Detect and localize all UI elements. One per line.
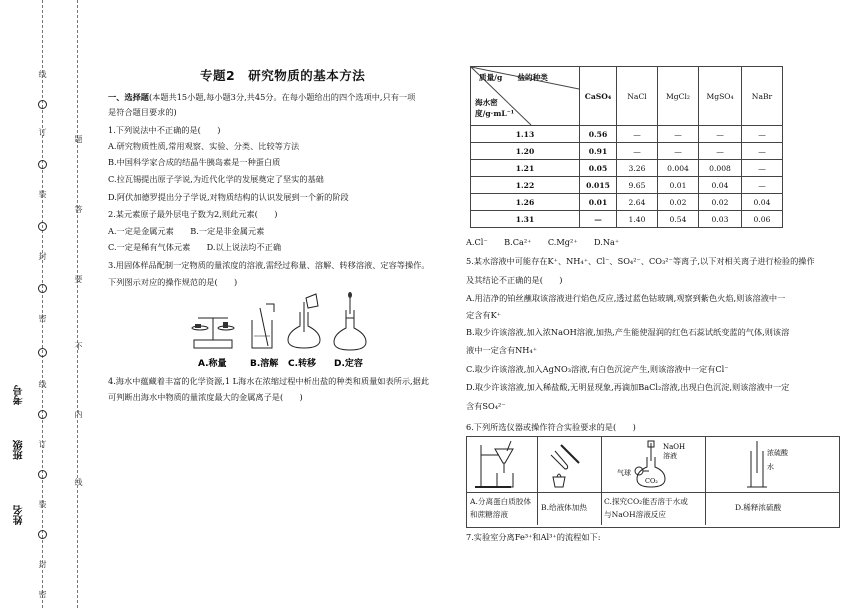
water-label: 水 <box>767 463 774 471</box>
class-label: 班级 <box>14 440 25 460</box>
margin-mark: 装 <box>38 190 47 198</box>
col-header: NaCl <box>617 67 658 126</box>
margin-mark: 订 <box>38 440 47 448</box>
cell: — <box>658 143 699 160</box>
question-3-stem: 3.用固体样品配制一定物质的量浓度的溶液,需经过称量、溶解、转移溶液、定容等操作。 <box>108 260 430 270</box>
option-c-caption-1: C.探究CO₂能否溶于水或 <box>604 497 688 506</box>
cell: — <box>699 143 742 160</box>
balance-icon <box>192 318 234 348</box>
question-3-figure <box>188 292 378 374</box>
cell: — <box>580 211 617 228</box>
cell: — <box>742 126 783 143</box>
margin-mark: 线 <box>38 380 47 388</box>
question-7-stem: 7.实验室分离Fe³⁺和Al³⁺的流程如下: <box>466 532 601 542</box>
binding-hole-circle <box>38 160 47 169</box>
question-5-stem-2: 及其结论不正确的是( ) <box>466 275 563 285</box>
table-row <box>471 143 783 160</box>
question-5-option-b: B.取少许该溶液,加入浓NaOH溶液,加热,产生能使湿润的红色石蕊试纸变蓝的气体,则该溶 <box>466 327 790 337</box>
volumetric-flask-icon <box>334 292 366 350</box>
table-row <box>471 126 783 143</box>
binding-margin <box>0 0 85 608</box>
option-a-caption-1: A.分离蛋白质胶体 <box>470 497 532 506</box>
beaker-icon <box>252 304 274 348</box>
question-5-stem: 5.某水溶液中可能存在K⁺、NH₄⁺、Cl⁻、SO₄²⁻、CO₃²⁻等离子,以下对相关离子进行检验的操作 <box>466 256 815 266</box>
table-row <box>471 194 783 211</box>
question-6-apparatus <box>467 437 839 492</box>
cell: — <box>742 143 783 160</box>
table-row <box>471 177 783 194</box>
margin-mark: 答 <box>74 205 83 213</box>
dilution-cylinder-icon <box>747 441 789 487</box>
margin-mark: 订 <box>38 128 47 136</box>
option-a-caption <box>470 495 531 521</box>
cell: — <box>658 126 699 143</box>
section-heading-label: 一、选择题 <box>108 92 149 102</box>
margin-mark: 线 <box>74 478 83 486</box>
fig-label-a: A.称量 <box>198 359 227 369</box>
margin-mark: 要 <box>74 275 83 283</box>
cell: — <box>617 126 658 143</box>
margin-mark: 密 <box>38 590 47 598</box>
margin-mark: 内 <box>74 410 83 418</box>
filtration-stand-icon <box>475 441 513 487</box>
name-label: 姓名 <box>14 505 25 525</box>
cell: 0.04 <box>699 177 742 194</box>
section-heading <box>108 92 415 103</box>
question-4-options: A.Cl⁻ B.Ca²⁺ C.Mg²⁺ D.Na⁺ <box>466 237 620 247</box>
cell: 1.22 <box>471 177 580 194</box>
question-6-stem: 6.下列所选仪器或操作符合实验要求的是( ) <box>466 422 636 432</box>
option-a-caption-2: 和蔗糖溶液 <box>470 510 508 519</box>
question-3-stem-2: 下列图示对应的操作规范的是( ) <box>108 277 238 287</box>
question-5-option-a-2: 定含有K⁺ <box>466 310 502 320</box>
cell: 1.31 <box>471 211 580 228</box>
margin-mark: 封 <box>38 560 47 568</box>
fig-label-c: C.转移 <box>288 359 317 369</box>
corner-top-label: 质量/g 盐的种类 <box>479 73 548 82</box>
cell: 0.04 <box>742 194 783 211</box>
cell: 0.03 <box>699 211 742 228</box>
table-row <box>471 211 783 228</box>
cell: 0.01 <box>580 194 617 211</box>
option-d-caption: D.稀释浓硫酸 <box>735 503 782 512</box>
margin-mark: 装 <box>38 500 47 508</box>
cell: 1.20 <box>471 143 580 160</box>
test-tube-heating-icon <box>551 445 579 487</box>
co2-flask-icon <box>617 441 685 487</box>
binding-hole-circle <box>38 100 47 109</box>
balloon-label: 气球 <box>617 469 631 477</box>
question-5-option-c: C.取少许该溶液,加入AgNO₃溶液,有白色沉淀产生,则该溶液中一定有Cl⁻ <box>466 364 729 374</box>
table-row <box>471 160 783 177</box>
question-5-option-d-2: 含有SO₄²⁻ <box>466 401 506 411</box>
co2-label: CO₂ <box>645 477 658 485</box>
question-2-stem: 2.某元素原子最外层电子数为2,则此元素( ) <box>108 209 278 219</box>
margin-mark: 题 <box>74 135 83 143</box>
cell: — <box>742 160 783 177</box>
binding-hole-circle <box>38 284 47 293</box>
fig-label-b: B.溶解 <box>250 359 279 369</box>
cell: 0.004 <box>658 160 699 177</box>
cell: 0.02 <box>699 194 742 211</box>
page-title: 专题2 研究物质的基本方法 <box>200 68 366 83</box>
question-1-option-d: D.阿伏加德罗提出分子学说,对物质结构的认识发展到一个新的阶段 <box>108 192 349 202</box>
option-b-caption: B.给液体加热 <box>541 503 587 512</box>
cell: 0.56 <box>580 126 617 143</box>
col-header: CaSO₄ <box>580 67 617 126</box>
cell: 1.40 <box>617 211 658 228</box>
col-header: NaBr <box>742 67 783 126</box>
section-description: (本题共15小题,每小题3分,共45分。在每小题给出的四个选项中,只有一项 <box>148 92 416 102</box>
cell: — <box>617 143 658 160</box>
cell: 0.06 <box>742 211 783 228</box>
corner-bottom-label: 海水密度/g·mL⁻¹ <box>475 98 515 118</box>
binding-hole-circle <box>38 410 47 419</box>
question-5-option-a: A.用洁净的铂丝蘸取该溶液进行焰色反应,透过蓝色钴玻璃,观察到紫色火焰,则该溶液中一 <box>466 293 786 303</box>
cell: 2.64 <box>617 194 658 211</box>
question-5-option-b-2: 液中一定含有NH₄⁺ <box>466 345 538 355</box>
cell: — <box>742 177 783 194</box>
cell: 9.65 <box>617 177 658 194</box>
inner-cut-line <box>77 0 78 608</box>
section-description-2: 是符合题目要求的) <box>108 107 177 117</box>
fig-label-d: D.定容 <box>334 359 363 369</box>
exam-number-label: 考号 <box>14 385 25 405</box>
cell: 3.26 <box>617 160 658 177</box>
question-1-stem: 1.下列说法中不正确的是( ) <box>108 125 221 135</box>
question-1-option-c: C.拉瓦锡提出原子学说,为近代化学的发展奠定了坚实的基础 <box>108 174 324 184</box>
cell: — <box>699 126 742 143</box>
option-c-caption <box>604 495 688 521</box>
binding-hole-circle <box>38 222 47 231</box>
option-c-caption-2: 与NaOH溶液反应 <box>604 510 666 519</box>
binding-hole-circle <box>38 530 47 539</box>
question-6-figure-table <box>466 436 840 528</box>
question-1-option-a: A.研究物质性质,常用观察、实验、分类、比较等方法 <box>108 141 300 151</box>
cell: 0.54 <box>658 211 699 228</box>
naoh-label: NaOH <box>663 443 686 451</box>
cell: 1.13 <box>471 126 580 143</box>
margin-mark: 封 <box>38 252 47 260</box>
transfer-flask-icon <box>288 294 320 348</box>
question-5-option-d: D.取少许该溶液,加入稀盐酸,无明显现象,再滴加BaCl₂溶液,出现白色沉淀,则该溶液中一定 <box>466 382 790 392</box>
table-corner-cell <box>471 67 580 126</box>
outer-cut-line <box>42 0 43 608</box>
acid-label: 浓硫酸 <box>767 449 788 457</box>
binding-hole-circle <box>38 348 47 357</box>
question-4-stem: 4.海水中蕴藏着丰富的化学资源,1 L海水在浓缩过程中析出盐的种类和质量如表所示,据此 <box>108 376 430 386</box>
cell: 0.01 <box>658 177 699 194</box>
cell: 1.21 <box>471 160 580 177</box>
cell: 0.015 <box>580 177 617 194</box>
solution-label: 溶液 <box>663 452 677 460</box>
margin-mark: 线 <box>38 70 47 78</box>
binding-hole-circle <box>38 470 47 479</box>
salt-table <box>470 66 783 228</box>
cell: 0.008 <box>699 160 742 177</box>
col-header: MgSO₄ <box>699 67 742 126</box>
col-header: MgCl₂ <box>658 67 699 126</box>
question-1-option-b: B.中国科学家合成的结晶牛胰岛素是一种蛋白质 <box>108 157 281 167</box>
margin-mark: 不 <box>74 342 83 350</box>
cell: 0.02 <box>658 194 699 211</box>
cell: 0.91 <box>580 143 617 160</box>
question-2-options-cd: C.一定是稀有气体元素 D.以上说法均不正确 <box>108 242 282 252</box>
margin-mark: 密 <box>38 314 47 322</box>
cell: 1.26 <box>471 194 580 211</box>
cell: 0.05 <box>580 160 617 177</box>
question-2-options-ab: A.一定是金属元素 B.一定是非金属元素 <box>108 226 265 236</box>
question-4-stem-2: 可判断出海水中物质的量浓度最大的金属离子是( ) <box>108 392 303 402</box>
